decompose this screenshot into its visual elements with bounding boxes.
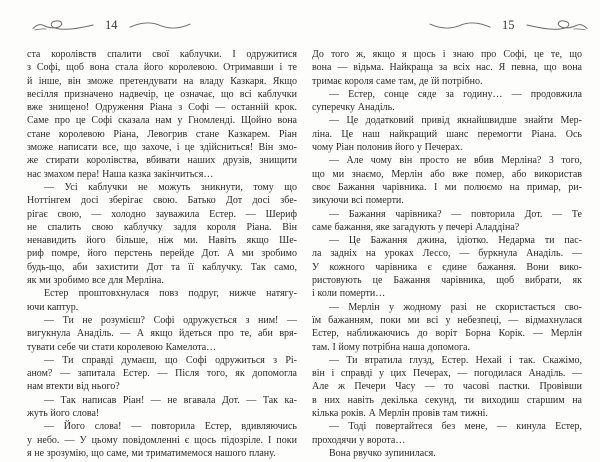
- text-line: суперечку Анаділь.: [312, 102, 395, 114]
- text-line: Але ж Печери Часу — то часові пастки. Провівши: [312, 381, 582, 393]
- text-line: ста королівств спалити свої каблучки. І одружитися: [27, 49, 297, 60]
- wave-line-icon: [129, 17, 191, 33]
- text-line: вигукнула Анаділь. — А якщо йдеться про те, аби вря-: [27, 328, 297, 340]
- text-line: своє Бажання чарівника. І ми полюємо на примар, ри-: [312, 181, 582, 193]
- text-line: До того ж, якщо я щось і знаю про Софі, це те, що: [312, 49, 582, 60]
- wave-line-icon: [429, 17, 491, 33]
- text-line: там. І йому потрібна наша допомога.: [312, 341, 470, 353]
- text-line: як ми зробимо все для Мерліна.: [27, 275, 164, 287]
- page-number: 15: [502, 17, 515, 32]
- text-line: проходячи у ворота…: [312, 434, 406, 446]
- text-line: Ноттінгем досі зберігає свою. Батько Дот досі збе-: [27, 195, 297, 207]
- text-line: тувати себе чи стати королевою Камелота…: [27, 341, 217, 353]
- text-line: У кожного чарівника є єдине бажання. Вони вико-: [312, 261, 582, 273]
- text-line: Естер, наближаючись до воріт Борна Корік. — Мерлін: [312, 328, 582, 340]
- text-line: у небо. — У цьому повідомленні є щось підозріле. І поки: [27, 434, 297, 446]
- scroll-flourish-icon: [526, 17, 588, 33]
- page-number: 14: [105, 17, 118, 32]
- text-line: не спалить свою каблучку задля короля Ріана. Він: [27, 221, 297, 233]
- text-line: саме бажання, яке загадують у печері Аладдіна?: [312, 221, 520, 233]
- page-text: [27, 48, 297, 460]
- text-line: — Естер, сонце сяде за годину… — продовжила: [329, 88, 582, 100]
- text-line: жуть його слова!: [27, 408, 100, 420]
- text-line: ристовують це Бажання чарівника, щоб вибрати, як: [312, 275, 582, 287]
- text-line: вона — відьма. Найкраща за всіх нас. Я певна, що вона: [312, 62, 582, 74]
- text-line: чому Ріан полонив його у Печерах.: [312, 142, 463, 154]
- text-line: Саме про це Софі сказала нам у Гномленді. Щойно вона: [27, 115, 297, 127]
- text-line: ла задніх на уроках Лессо, — буркнула Анаділь. —: [312, 248, 582, 260]
- text-line: зикуючи всі померти.: [312, 195, 404, 207]
- text-line: ліна. Це наш найкращий шанс перемогти Ріана. Ось: [312, 128, 582, 140]
- text-line: риф помре, його перстень перейде Дот. А ми зробимо: [27, 248, 297, 260]
- text-line: він і справді у цих Печерах, — погодилася Анаділь. —: [312, 368, 582, 380]
- page-header-left: [32, 15, 184, 35]
- text-line: в них навіть декілька секунд, ти виходиш старшим на: [312, 394, 582, 406]
- text-line: їм бажанням, поки ми всі у небезпеці, — відмахнулася: [312, 314, 582, 326]
- page-header-right: [429, 15, 581, 35]
- text-line: — Ти не розумієш? Софі одружується з ним! —: [44, 314, 297, 326]
- text-line: же стирати королівства, вбивати наших друзів, знищити: [27, 155, 297, 167]
- text-line: — Тоді повертайтеся без мене, — кинула Естер,: [329, 421, 582, 433]
- text-line: аном? — запитала Естер. — Після того, як допомогла: [27, 368, 297, 380]
- page-text: [312, 48, 582, 460]
- text-line: я не зрозумію, що саме, ми триматимемося нашого плану.: [27, 447, 276, 459]
- text-line: — Бажання чарівника? — повторила Дот. — Те: [329, 208, 582, 220]
- text-line: кілька років. А Мерлін провів там тижні.: [312, 408, 488, 420]
- text-line: вже знищено! Одруження Ріана з Софі — останній крок.: [27, 102, 297, 114]
- text-line: Вона рвучко зупинилася.: [329, 447, 436, 459]
- text-line: — Мерлін у жодному разі не скористається сво-: [329, 301, 582, 313]
- text-line: й інше, він зможе претендувати на владу Казкаря. Якщо: [27, 75, 297, 87]
- text-line: — Усі каблучки не можуть зникнути, тому що: [44, 181, 297, 193]
- text-line: тримає короля саме там, де їй потрібно.: [312, 75, 483, 87]
- text-line: будь-що, аби захистити Дот та її каблучку. Так само,: [27, 261, 297, 273]
- text-line: — Його слова! — повторила Естер, вдивляючись: [44, 421, 297, 433]
- text-line: і коли померти…: [312, 288, 386, 300]
- text-line: — Ти справді думаєш, що Софі одружиться з Рі-: [44, 354, 297, 366]
- text-line: рігає свою, — холодно зауважила Естер. — Шериф: [27, 208, 297, 220]
- text-line: з Софі, щоб вона стала його королевою. Отримавши і те: [27, 62, 297, 74]
- text-line: весілля призначено надвечір, це означає, що всі каблучки: [27, 88, 297, 100]
- text-line: стане королевою Ріана, Левогрив стане Казкарем. Ріан: [27, 128, 297, 140]
- text-line: що ми знаємо, Мерлін або вже помер, або використав: [312, 168, 582, 180]
- text-line: нас змахом пера! Наша казка закінчиться…: [27, 168, 214, 180]
- text-line: — Це додатковий привід якнайшвидше знайти Мер-: [329, 115, 582, 127]
- text-line: — Це Бажання джина, ідіотко. Недарма ти пас-: [329, 235, 582, 247]
- scroll-flourish-icon: [32, 17, 94, 33]
- text-line: — Але чому він просто не вбив Мерліна? З того,: [329, 155, 582, 167]
- text-line: нам втекти від нього?: [27, 381, 120, 393]
- text-line: зможе написати все, що захоче, і це здійсниться! Він змо-: [27, 142, 297, 154]
- text-line: ненавидить його більше, ніж ми. Навіть якщо Ше-: [27, 235, 297, 247]
- text-line: ючи каптур.: [27, 301, 79, 313]
- text-line: — Так написав Ріан! — не вгавала Дот. — Так ка-: [44, 394, 297, 406]
- text-line: — Ти втратила глузд, Естер. Нехай і так. Скажімо,: [329, 354, 582, 366]
- text-line: Естер проштовхнулася повз подруг, нижче натягу-: [44, 288, 297, 300]
- page-15: [300, 0, 600, 462]
